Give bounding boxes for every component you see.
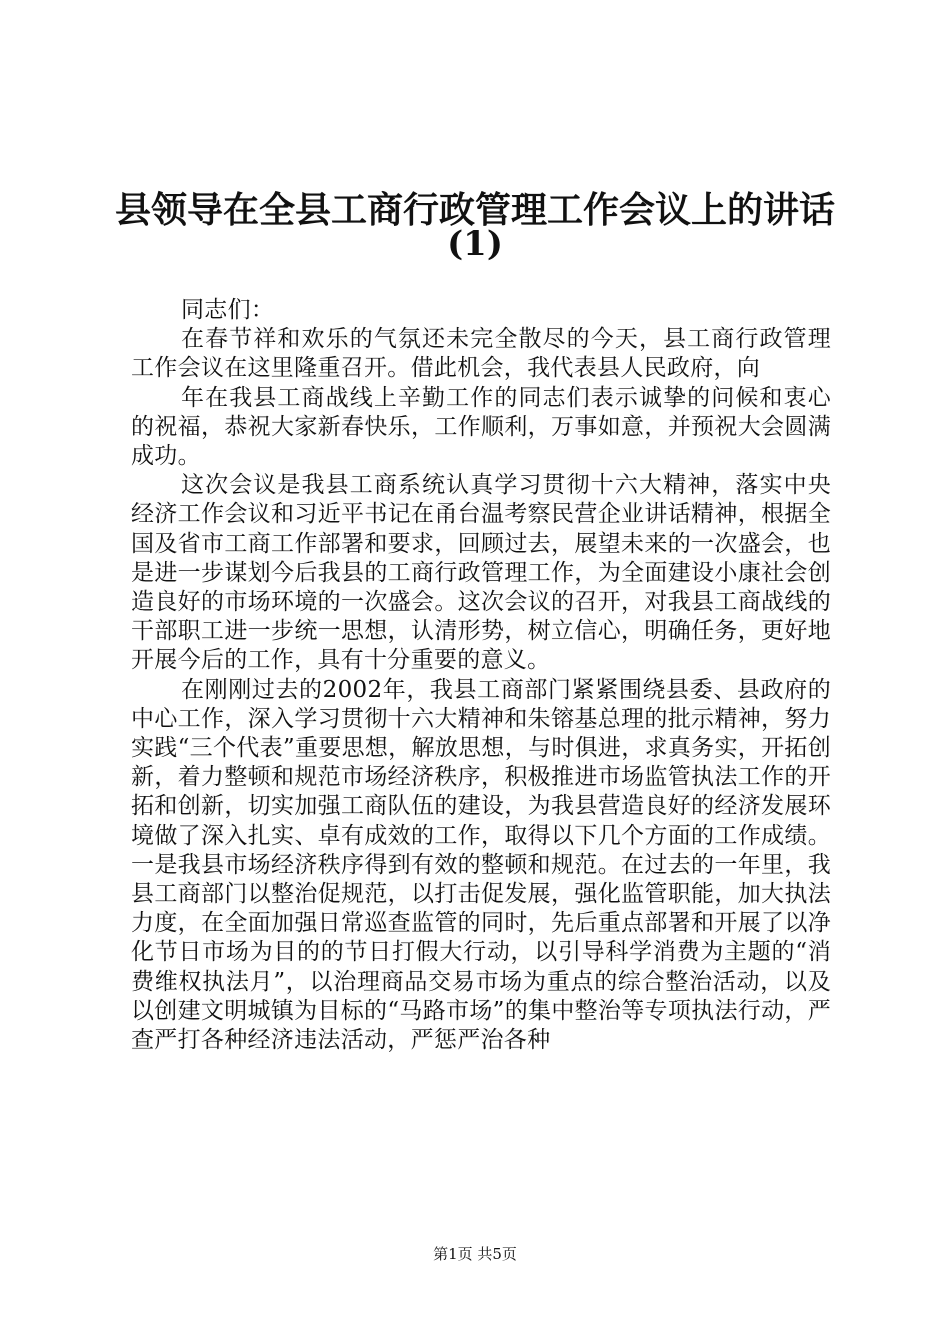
document-body	[131, 296, 831, 1055]
paragraph: 在刚刚过去的2002年，我县工商部门紧紧围绕县委、县政府的中心工作，深入学习贯彻十六大精神和朱镕基总理的批示精神，努力实践“三个代表”重要思想，解放思想，与时俱进，求真务实，开拓创新，着力整顿和规范市场经济秩序，积极推进市场监管执法工作的开拓和创新，切实加强工商队伍的建设，为我县营造良好的经济发展环境做了深入扎实、卓有成效的工作，取得以下几个方面的工作成绩。一是我县市场经济秩序得到有效的整顿和规范。在过去的一年里，我县工商部门以整治促规范，以打击促发展，强化监管职能，加大执法力度，在全面加强日常巡查监管的同时，先后重点部署和开展了以净化节日市场为目的的节日打假大行动，以引导科学消费为主题的“消费维权执法月”，以治理商品交易市场为重点的综合整治活动，以及以创建文明城镇为目标的“马路市场”的集中整治等专项执法行动，严查严打各种经济违法活动，严惩严治各种	[131, 676, 831, 1054]
paragraph: 这次会议是我县工商系统认真学习贯彻十六大精神，落实中央经济工作会议和习近平书记在甬台温考察民营企业讲话精神，根据全国及省市工商工作部署和要求，回顾过去，展望未来的一次盛会，也是进一步谋划今后我县的工商行政管理工作，为全面建设小康社会创造良好的市场环境的一次盛会。这次会议的召开，对我县工商战线的干部职工进一步统一思想，认清形势，树立信心，明确任务，更好地开展今后的工作，具有十分重要的意义。	[131, 472, 831, 674]
paragraph: 在春节祥和欢乐的气氛还未完全散尽的今天，县工商行政管理工作会议在这里隆重召开。借此机会，我代表县人民政府，向	[131, 326, 831, 382]
paragraph-salutation: 同志们：	[181, 297, 275, 323]
page-footer: 第1页 共5页	[433, 1245, 517, 1263]
paragraph: 年在我县工商战线上辛勤工作的同志们表示诚挚的问候和衷心的祝福，恭祝大家新春快乐，工作顺利，万事如意，并预祝大会圆满成功。	[131, 384, 831, 470]
document-title-line1: 县领导在全县工商行政管理工作会议上的讲话	[114, 189, 835, 231]
document-title-line2: (1)	[447, 224, 503, 264]
